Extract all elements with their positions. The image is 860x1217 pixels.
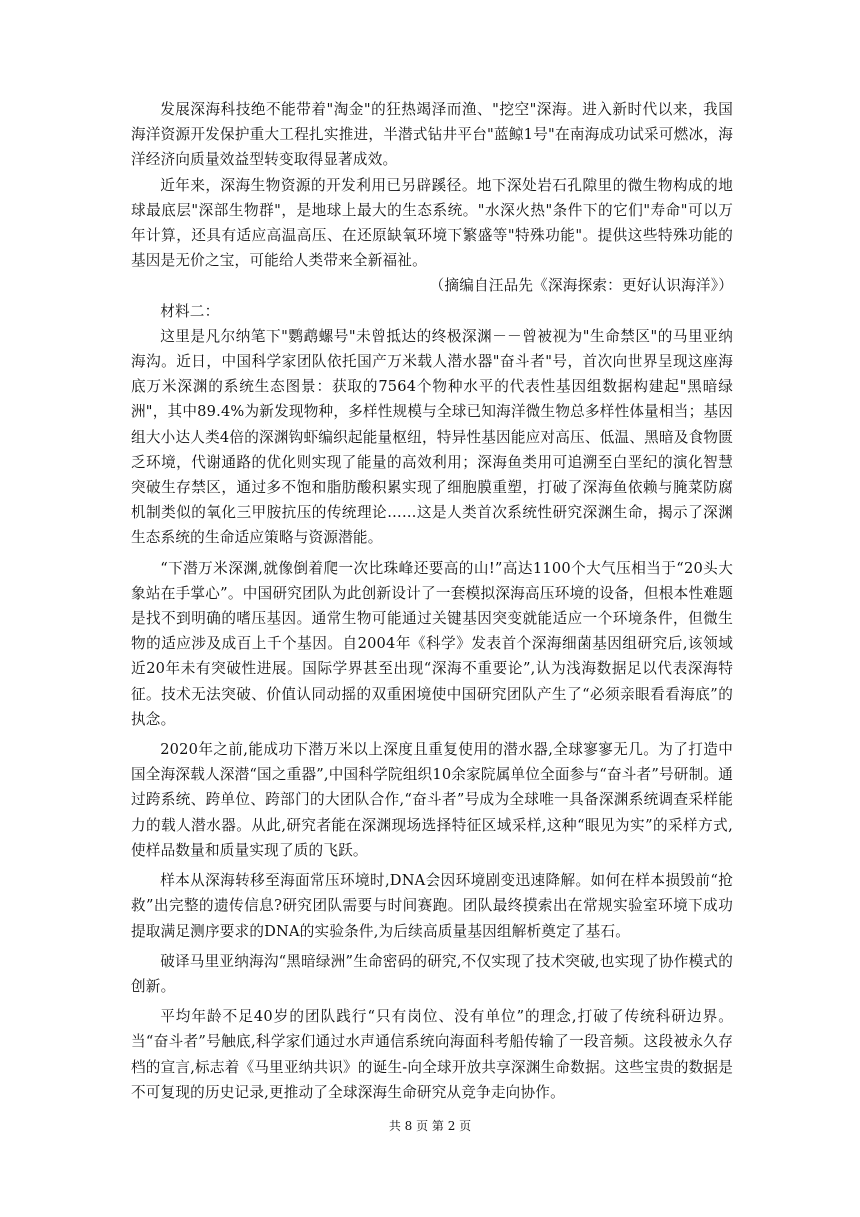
paragraph: “下潜万米深渊,就像倒着爬一次比珠峰还要高的山!”高达1100个大气压相当于“20头大象站在手掌心”。中国研究团队为此创新设计了一套模拟深海高压环境的设备，但根本性难题是找不到明确的嗜压基因。通常生物可能通过关键基因突变就能适应一个环境条件，但微生物的适应涉及成百上千个基因。自2004年《科学》发表首个深海细菌基因组研究后,该领域近20年未有突破性进展。国际学界甚至出现“深海不重要论”,认为浅海数据足以代表深海特征。技术无法突破、价值认同动摇的双重困境使中国研究团队产生了“必须亲眼看看海底”的执念。 [131, 559, 733, 728]
material-two-heading: 材料二： [160, 302, 220, 320]
paragraph: 破译马里亚纳海沟“黑暗绿洲”生命密码的研究,不仅实现了技术突破,也实现了协作模式的创新。 [131, 952, 733, 995]
page-footer: 共 8 页 第 2 页 [388, 1119, 472, 1133]
paragraph: 这里是凡尔纳笔下"鹦鹉螺号"未曾抵达的终极深渊－－曾被视为"生命禁区"的马里亚纳海沟。近日，中国科学家团队依托国产万米载人潜水器"奋斗者"号，首次向世界呈现这座海底万米深渊的系统生态图景：获取的7564个物种水平的代表性基因组数据构建起"黑暗绿洲"，其中89.4%为新发现物种，多样性规模与全球已知海洋微生物总多样性体量相当；基因组大小达人类4倍的深渊钩虾编织起能量枢纽，特异性基因能应对高压、低温、黑暗及食物匮乏环境，代谢通路的优化则实现了能量的高效利用；深海鱼类用可追溯至白垩纪的演化智慧突破生存禁区，通过多不饱和脂肪酸积累实现了细胞膜重塑，打破了深海鱼依赖与腌菜防腐机制类似的氧化三甲胺抗压的传统理论……这是人类首次系统性研究深渊生命，揭示了深渊生态系统的生命适应策略与资源潜能。 [131, 327, 733, 547]
reading-material [131, 97, 733, 1105]
paragraph: 近年来，深海生物资源的开发利用已另辟蹊径。地下深处岩石孔隙里的微生物构成的地球最底层"深部生物群"，是地球上最大的生态系统。"水深火热"条件下的它们"寿命"可以万年计算，还具有适应高温高压、在还原缺氧环境下繁盛等"特殊功能"。提供这些特殊功能的基因是无价之宝，可能给人类带来全新福祉。 [131, 176, 733, 270]
paragraph: 平均年龄不足40岁的团队践行“只有岗位、没有单位”的理念,打破了传统科研边界。当“奋斗者”号触底,科学家们通过水声通信系统向海面科考船传输了一段音频。这段被永久存档的宣言,标志着《马里亚纳共识》的诞生-向全球开放共享深渊生命数据。这些宝贵的数据是不可复现的历史记录,更推动了全球深海生命研究从竞争走向协作。 [131, 1008, 733, 1101]
paragraph: 发展深海科技绝不能带着"淘金"的狂热竭泽而渔、"挖空"深海。进入新时代以来，我国海洋资源开发保护重大工程扎实推进，半潜式钻井平台"蓝鲸1号"在南海成功试采可燃冰，海洋经济向质量效益型转变取得显著成效。 [131, 101, 733, 169]
paragraph: 样本从深海转移至海面常压环境时,DNA会因环境剧变迅速降解。如何在样本损毁前“抢救”出完整的遗传信息?研究团队需要与时间赛跑。团队最终摸索出在常规实验室环境下成功提取满足测序要求的DNA的实验条件,为后续高质量基因组解析奠定了基石。 [131, 872, 733, 940]
paragraph: 2020年之前,能成功下潜万米以上深度且重复使用的潜水器,全球寥寥无几。为了打造中国全海深载人深潜“国之重器”,中国科学院组织10余家院属单位全面参与“奋斗者”号研制。通过跨系统、跨单位、跨部门的大团队合作,“奋斗者”号成为全球唯一具备深渊系统调查采样能力的载人潜水器。从此,研究者能在深渊现场选择特征区域采样,这种“眼见为实”的采样方式,使样品数量和质量实现了质的飞跃。 [131, 741, 733, 859]
source-citation: （摘编自汪品先《深海探索：更好认识海洋》） [429, 277, 733, 295]
